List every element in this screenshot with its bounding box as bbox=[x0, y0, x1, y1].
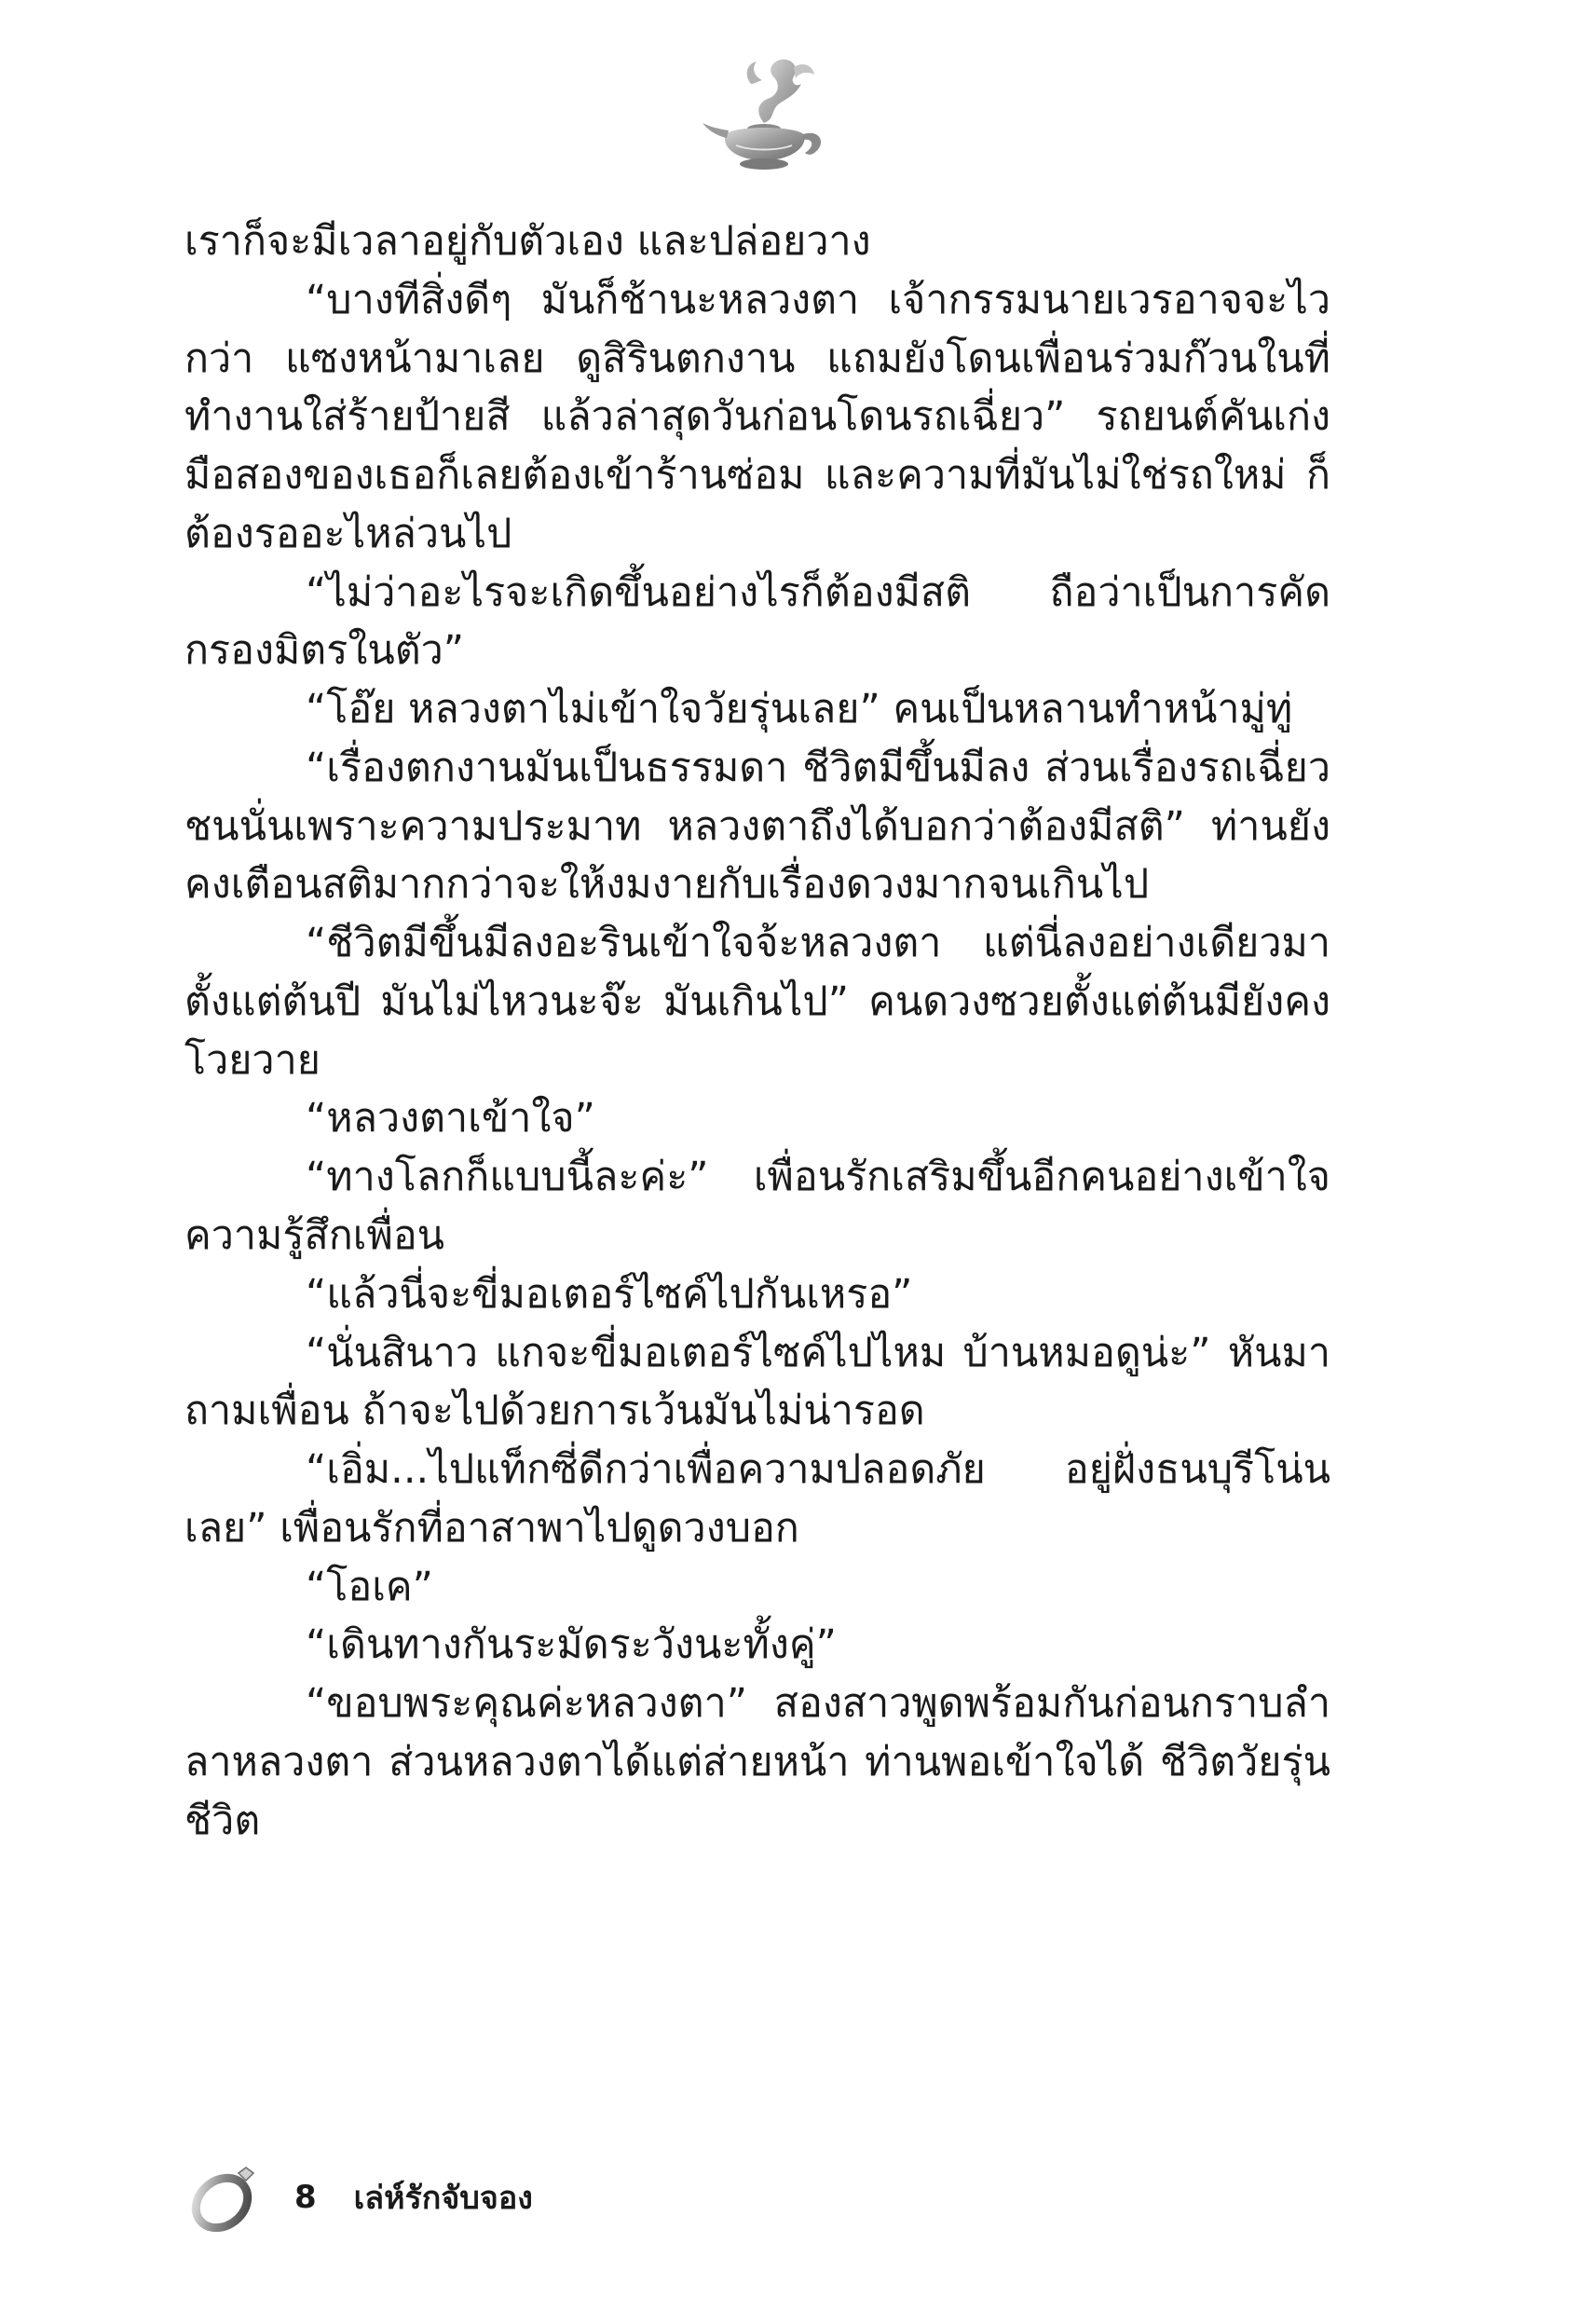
paragraph: “เอิ่ม...ไปแท็กซี่ดีกว่าเพื่อความปลอดภัย อยู่ฝั่งธนบุรีโน่นเลย” เพื่อนรักที่อาสาพาไปดูดวงบอก bbox=[184, 1446, 1330, 1552]
paragraph: “ชีวิตมีขึ้นมีลงอะรินเข้าใจจ้ะหลวงตา แต่นี่ลงอย่างเดียวมาตั้งแต่ต้นปี มันไม่ไหวนะจ๊ะ มันเกินไป” คนดวงซวยตั้งแต่ต้นมียังคงโวยวาย bbox=[184, 920, 1330, 1084]
magic-lamp-icon bbox=[689, 47, 839, 177]
paragraph: “หลวงตาเข้าใจ” bbox=[306, 1095, 595, 1142]
paragraph: “แล้วนี่จะขี่มอเตอร์ไซค์ไปกันเหรอ” bbox=[306, 1270, 913, 1318]
paragraph: “ไม่ว่าอะไรจะเกิดขึ้นอย่างไรก็ต้องมีสติ ถือว่าเป็นการคัดกรองมิตรในตัว” bbox=[184, 568, 1330, 675]
paragraph: “โอ๊ย หลวงตาไม่เข้าใจวัยรุ่นเลย” คนเป็นหลานทำหน้ามู่ทู่ bbox=[306, 686, 1293, 733]
paragraph: “บางทีสิ่งดีๆ มันก็ช้านะหลวงตา เจ้ากรรมนายเวรอาจจะไวกว่า แซงหน้ามาเลย ดูสิรินตกงาน แถมยังโดนเพื่อนร่วมก๊วนในที่ทำงานใส่ร้ายป้ายสี แล้วล่าสุดวันก่อนโดนรถเฉี่ยว” รถยนต์คันเก่งมือสองของเธอก็เลยต้องเข้าร้านซ่อม และความที่มันไม่ใช่รถใหม่ ก็ต้องรออะไหล่วนไป bbox=[184, 276, 1330, 557]
ring-icon bbox=[184, 2160, 265, 2235]
paragraph: “เรื่องตกงานมันเป็นธรรมดา ชีวิตมีขึ้นมีลง ส่วนเรื่องรถเฉี่ยวชนนั่นเพราะความประมาท หลวงตาถึงได้บอกว่าต้องมีสติ” ท่านยังคงเตือนสติมากกว่าจะให้งมงายกับเรื่องดวงมากจนเกินไป bbox=[184, 744, 1330, 909]
page-body bbox=[184, 212, 1330, 1850]
page-number: 8 bbox=[294, 2179, 317, 2216]
paragraph: “เดินทางกันระมัดระวังนะทั้งคู่” bbox=[306, 1621, 837, 1669]
paragraph: “โอเค” bbox=[306, 1563, 433, 1610]
paragraph: “ขอบพระคุณค่ะหลวงตา” สองสาวพูดพร้อมกันก่อนกราบลำลาหลวงตา ส่วนหลวงตาได้แต่ส่ายหน้า ท่านพอเข้าใจได้ ชีวิตวัยรุ่น ชีวิต bbox=[184, 1680, 1330, 1844]
paragraph: “ทางโลกก็แบบนี้ละค่ะ” เพื่อนรักเสริมขึ้นอีกคนอย่างเข้าใจความรู้สึกเพื่อน bbox=[184, 1154, 1330, 1260]
paragraph: เราก็จะมีเวลาอยู่กับตัวเอง และปล่อยวาง bbox=[184, 218, 871, 265]
page-footer bbox=[184, 2160, 533, 2235]
book-title: เล่ห์รักจับจอง bbox=[353, 2180, 533, 2217]
paragraph: “นั่นสินาว แกจะขี่มอเตอร์ไซค์ไปไหม บ้านหมอดูน่ะ” หันมาถามเพื่อน ถ้าจะไปด้วยการเว้นมันไม่น่ารอด bbox=[184, 1329, 1330, 1435]
